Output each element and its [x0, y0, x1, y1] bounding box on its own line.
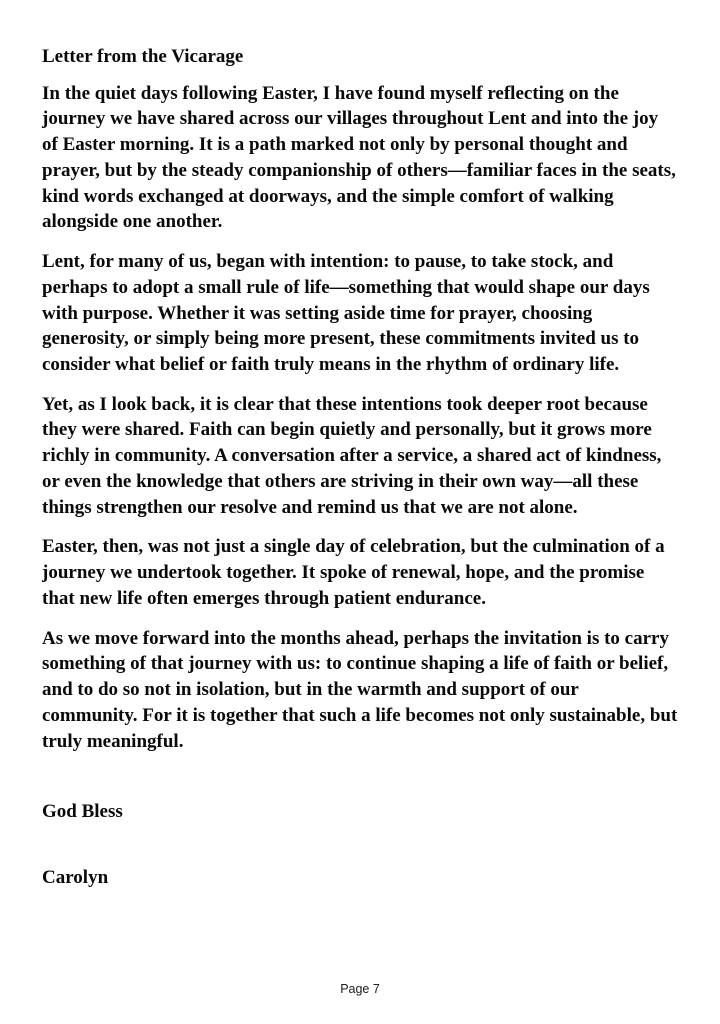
letter-paragraph: Easter, then, was not just a single day of celebration, but the culmination of a journey we undertook together. It spoke of renewal, hope, and the promise that new life often emerges through patient endurance.: [42, 536, 665, 609]
letter-paragraph: In the quiet days following Easter, I have found myself reflecting on the journey we have shared across our villages throughout Lent and into the joy of Easter morning. It is a path marked not only by personal thought and prayer, but by the steady companionship of others—familiar faces in the seats, kind words exchanged at doorways, and the simple comfort of walking alongside one another.: [42, 82, 676, 233]
letter-signature: Carolyn: [42, 867, 109, 889]
page-title: Letter from the Vicarage: [42, 46, 244, 67]
page-number: Page 7: [340, 982, 380, 996]
letter-paragraph: Yet, as I look back, it is clear that these intentions took deeper root because they were shared. Faith can begin quietly and personally, but it grows more richly in community. A conversation after a service, a shared act of kindness, or even the knowledge that others are striving in their own way—all these things strengthen our resolve and remind us that we are not alone.: [42, 393, 662, 518]
letter-paragraph: Lent, for many of us, began with intention: to pause, to take stock, and perhaps to adopt a small rule of life—something that would shape our days with purpose. Whether it was setting aside time for prayer, choosing generosity, or simply being more present, these commitments invited us to consider what belief or faith truly means in the rhythm of ordinary life.: [42, 251, 650, 375]
letter-closing: God Bless: [42, 801, 123, 823]
letter-body: [42, 44, 678, 889]
letter-paragraph: As we move forward into the months ahead, perhaps the invitation is to carry something of that journey with us: to continue shaping a life of faith or belief, and to do so not in isolation, but in the warmth and support of our community. For it is together that such a life becomes not only sustainable, but truly meaningful.: [42, 627, 678, 752]
